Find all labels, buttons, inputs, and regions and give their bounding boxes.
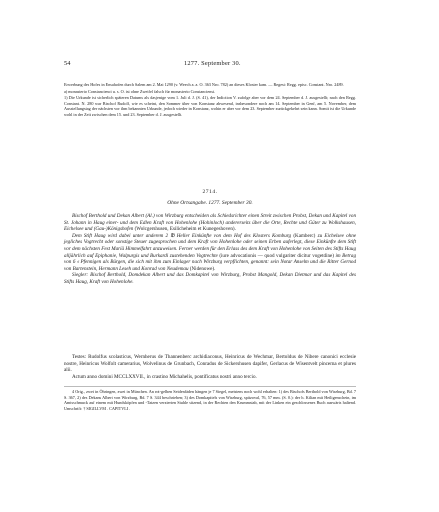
page-number: 54 <box>64 60 71 67</box>
regest-roman: (Nidenowe). <box>188 265 216 272</box>
regest-italic: Siegler: Bischof Berthold, Domdekan Albert und das Domkapitel von Wirzburg, Probst Mangold, Dekan Dietmar und das Kapitel des Stifts Haug, Kraft von Hohenlohe. <box>64 272 356 285</box>
regest-paragraph <box>64 272 356 285</box>
latin-paragraph: Actum anno domini MCCLXXVII., in crastino Michahelis, pontificatus nostri anno tercio. <box>72 373 257 380</box>
regest-italic: Bischof Berthold und Dekan Albert (Al.) von Wirzburg entscheiden als Schiedsrichter einen Streit zwischen Probst, Dekan und Kapitel von St. Johann in Haug einer- und dem Edlen Kraft von Hohenlohe (Hohinloch) andererseits über die Orte, Rechte und Güter zu Wolkshausen, Eichelsee und (Gau-)Königshofen <box>64 213 356 233</box>
footnote-paragraph: 1) Die Urkunde ist sicherlich späteren Datums als dasjenige vom 1. Juli d. J. (S. 41), der Indiction V. zufolge aber vor dem 24. September d. J. ausgestellt; nach den Regg. Constant. N. 280 war Bischof Rudolf, wie es scheint, den Sommer über von Konstanz abwesend, insbesondere noch am 14. September in Genf, am 5. November, dem Ausstellungstag der nächsten vor ihm bekannten Urkunde, jedoch wieder in Konstanz, wohin er aber vor dem 23. September zurückgekehrt sein kann. Somit ist die Urkunde wohl in der Zeit zwischen dem 15. und 23. September d. J. ausgestellt. <box>64 95 356 117</box>
regest-summary <box>64 213 356 286</box>
document-footnotes <box>64 389 356 411</box>
latin-text <box>64 354 356 380</box>
document-number: 2714. <box>202 189 218 195</box>
latin-paragraph: Testes: Rudolfus scolasticus, Wernherus de Thannenberc archidiaconus, Heinricus de Wechmar, Bertoldus de Nibere canonici ecclesie nostre, Heinricus Wolfolt camerarius, Wolvelinus de Grunbach, Conradus de Sickershusen dapifer, Gerlacus de Wisentvelt pincerna et plures alii. <box>64 354 356 374</box>
footnote-paragraph: Erwerbung des Hofes in Ensahofen durch Salem am 2. Mai 1290 (v. Weech a. a. O. 363 Nro. 782) an dieses Kloster kam. — Regest: Regg. episc. Constant. Nro. 2489. <box>64 82 344 87</box>
running-title: 1277. September 30. <box>184 60 241 67</box>
regest-roman: (Wolcgershusen, Esilicheheim et Kunegeshoven). <box>133 226 236 233</box>
regest-paragraph <box>64 213 356 233</box>
regest-paragraph <box>64 233 356 273</box>
regest-italic: im Betrag von 6 𝔰 Pfennigen als Bürgen, die sich mit ihm zum Einlager nach Wirzburg verpflichten, genannt: sein Notar Anselm und die Ritter Gernod von Bartenstein, Hermann Leseh und Konrad von Neudemau <box>64 252 356 272</box>
footnote-divider <box>64 386 356 387</box>
regest-roman: (iure advocationis — quod vulgariter dicitur vogetdine) <box>217 252 336 259</box>
footnote-paragraph: 4 Orig., zwei in Öhringen, zwei in München. An rot-gelben Seidenfäden hängen je 7 Siegel, meistens noch wohl erhalten: 1) des Bischofs Berthold von Wirzburg, Bd. 7 S. 367, 2) des Dekans Albert von Wirzburg, Bd. 7 S. 344 beschrieben; 3) des Domkapitels von Wirzburg, spitzoval, 76, 57 mm. (S. 0.): der h. Kilian mit Heiligenschein, im Amtsschmuck auf einem mit Hundsköpfen und -Tatzen verzierten Stuhle sitzend, in der Rechten den Krummstab, mit der Linken ein geschlossenes Buch auswärts haltend. Umschrift: † SIGILLVM . CAPITVLI . <box>64 389 356 411</box>
regest-italic: Dem Stift Haug wird dabei unter anderem 2 ℔ Heller Einkünfte von dem Hof des Klosters Komburg <box>72 232 292 239</box>
regest-roman: (Kamberc) <box>291 232 318 239</box>
preceding-footnotes <box>64 82 356 119</box>
footnote-paragraph: a) monasterio Constancienci u. s. O. ist ohne Zweifel falsch für monasterio Constanciensi. <box>64 88 216 94</box>
document-dateline: Ohne Ortsangabe. 1277. September 30. <box>167 200 253 206</box>
regest-italic: zu Eichelsee ohne jegliches Vogtrecht oder sonstige Steuer zugesprochen und dem Kraft von Hohenlohe oder seinen Erben auferlegt, diese Einkünfte dem Stift vor dem nächsten Fest Mariä Himmelfahrt anzuweisen. Ferner werden für den Erlass des dem Kraft von Hohenlohe von Seiten des Stifts Haug alljährlich auf Epiphanie, Walpurgis und Burkardi zustehenden Vogtrechte <box>64 232 356 259</box>
